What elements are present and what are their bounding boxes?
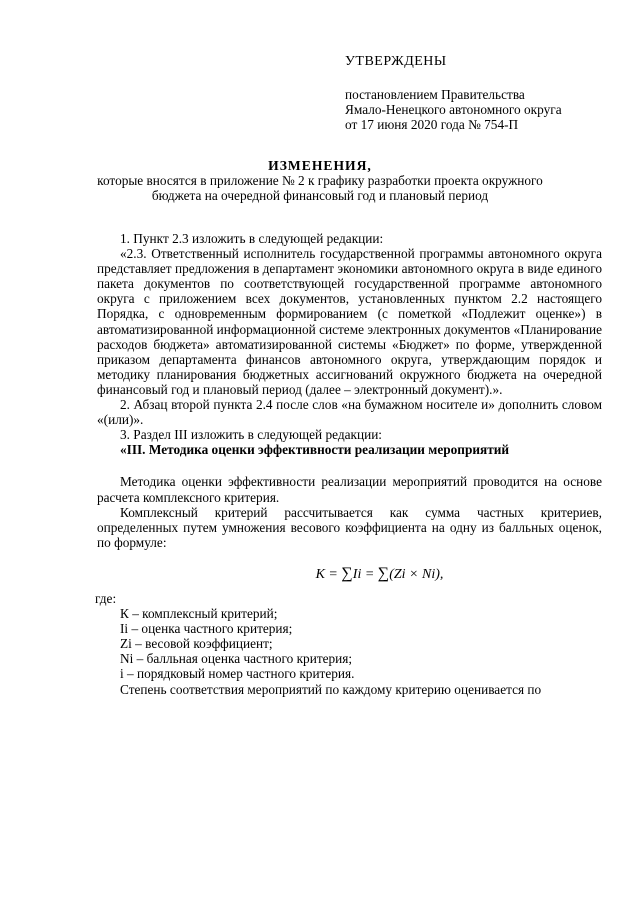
formula-lhs: K = [315,566,342,582]
item-3: 3. Раздел III изложить в следующей редакции: [120,427,383,443]
approval-line-1: постановлением Правительства [345,87,525,103]
sum-icon: ∑ [341,564,353,582]
formula [97,566,602,582]
heading-line-2: бюджета на очередной финансовый год и плановый период [151,188,489,204]
section-title: «III. Методика оценки эффективности реализации мероприятий [120,442,510,458]
heading-line-1: которые вносятся в приложение № 2 к графику разработки проекта окружного [97,173,543,189]
formula-mid: Ii = [352,566,378,582]
definition-item: Ii – оценка частного критерия; [120,621,293,637]
document-heading [60,158,580,203]
definition-item: К – комплексный критерий; [120,606,278,622]
item-1: 1. Пункт 2.3 изложить в следующей редакции: [120,231,384,246]
approval-line-3: от 17 июня 2020 года № 754-П [345,117,519,133]
definition-item: Zi – весовой коэффициент; [120,636,273,652]
item-1-text: «2.3. Ответственный исполнитель государственной программы автономного округа представляет предложения в департамент экономики автономного округа в виде единого пакета документов по соответствующей государственной программе автономного округа с приложением всех документов, установленных пунктом 2.2 настоящего Порядка, с одновременным формированием (с пометкой «Подлежит оценке») в автоматизированной информационной системе электронных документов «Планирование расходов бюджета» автоматизированной системы «Бюджет» по форме, утвержденной приказом департамента финансов автономного округа, утверждающим порядок и методику планирования бюджетных ассигнований окружного бюджета на очередной финансовый год и плановый период (далее – электронный документ).». [97,246,602,397]
formula-rhs: (Zi × Ni), [389,566,444,582]
document-body [97,231,602,697]
definition-item: i – порядковый номер частного критерия. [120,666,355,682]
item-2: 2. Абзац второй пункта 2.4 после слов «на бумажном носителе и» дополнить словом «(или)». [97,397,602,428]
paragraph-1: Методика оценки эффективности реализации мероприятий проводится на основе расчета комплексного критерия. [97,474,602,505]
approval-title: УТВЕРЖДЕНЫ [345,54,447,69]
paragraph-2: Комплексный критерий рассчитывается как сумма частных критериев, определенных путем умножения весового коэффициента на одну из балльных оценок, по формуле: [97,504,602,550]
spacer [97,457,602,474]
approval-block [345,54,615,132]
heading-title: ИЗМЕНЕНИЯ, [268,158,372,173]
approval-line-2: Ямало-Ненецкого автономного округа [345,102,562,118]
definition-item: Ni – балльная оценка частного критерия; [120,651,353,667]
where-label: где: [95,590,117,606]
last-paragraph: Степень соответствия мероприятий по каждому критерию оценивается по [120,681,542,697]
sum-icon: ∑ [377,564,390,582]
